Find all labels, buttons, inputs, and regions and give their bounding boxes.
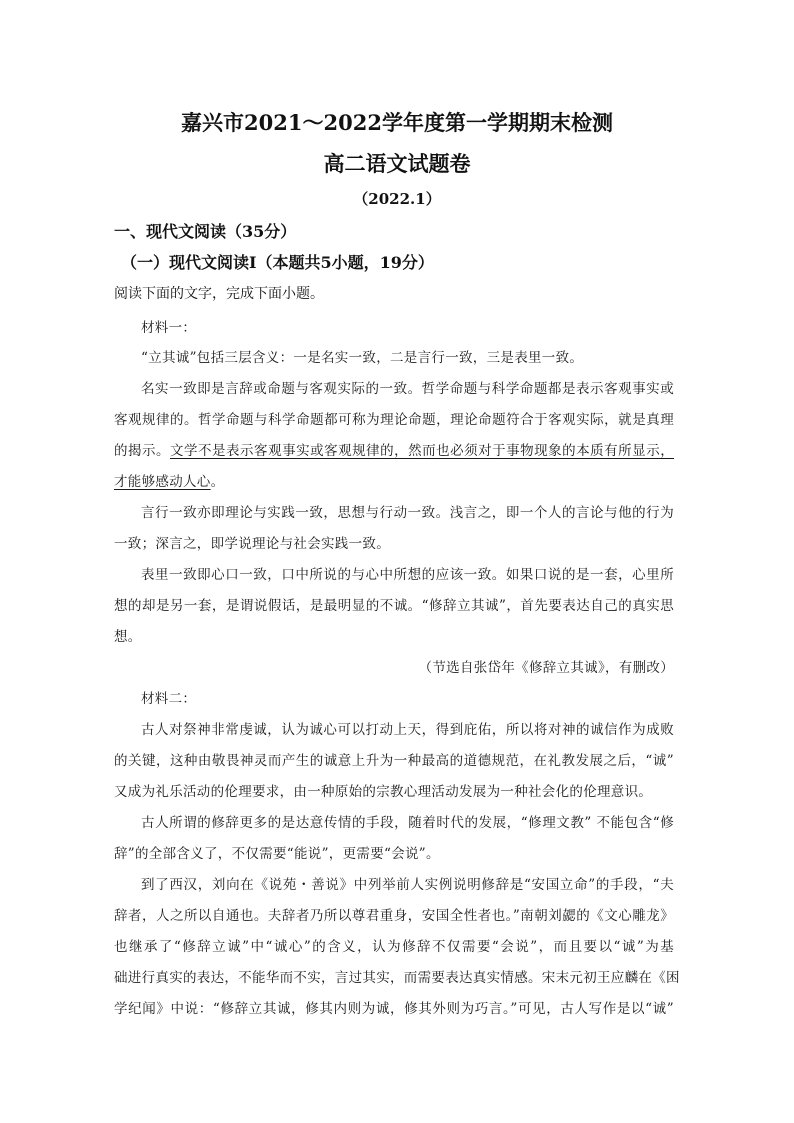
material1-line: 言行一致亦即理论与实践一致，思想与行动一致。浅言之，即一个人的言论与他的行为 bbox=[141, 505, 674, 521]
subsection-heading: （一）现代文阅读Ⅰ（本题共5小题，19分） bbox=[121, 253, 434, 272]
exam-date: （2022.1） bbox=[353, 190, 441, 208]
material2-line: 辞者，人之所以自通也。夫辞者乃所以尊君重身，安国全性者也。”南朝刘勰的《文心雕龙》 bbox=[114, 908, 674, 924]
exam-subtitle: 高二语文试题卷 bbox=[323, 151, 471, 176]
material1-line: 想的却是另一套，是谓说假话，是最明显的不诚。“修辞立其诚”，首先要表达自己的真实思 bbox=[114, 598, 674, 614]
section-heading: 一、现代文阅读（35分） bbox=[114, 222, 297, 241]
material1-line: “立其诚”包括三层含义：一是名实一致，二是言行一致，三是表里一致。 bbox=[141, 350, 584, 366]
material2-line: 的关键，这种由敬畏神灵而产生的诚意上升为一种最高的道德规范，在礼教发展之后，“诚” bbox=[114, 753, 674, 769]
material2-line: 古人对祭神非常虔诚，认为诚心可以打动上天，得到庇佑，所以将对神的诚信作为成败 bbox=[141, 722, 674, 738]
line-suffix: 。 bbox=[210, 474, 225, 490]
material1-line-underlined bbox=[114, 439, 674, 459]
underlined-sentence: 才能够感动人心 bbox=[114, 474, 211, 490]
material2-line: 也继承了“修辞立诚”中“诚心”的含义，认为修辞不仅需要“会说”，而且要以“诚”为基 bbox=[114, 939, 674, 955]
line-prefix: 的揭示。 bbox=[114, 443, 171, 459]
material1-line: 客观规律的。哲学命题与科学命题都可称为理论命题，理论命题符合于客观实际，就是真理 bbox=[114, 412, 674, 428]
material2-label: 材料二： bbox=[141, 691, 197, 707]
material2-line: 学纪闻》中说：“修辞立其诚，修其内则为诚，修其外则为巧言。”可见，古人写作是以“诚” bbox=[114, 1001, 674, 1017]
material2-line: 辞”的全部含义了，不仅需要“能说”，更需要“会说”。 bbox=[114, 846, 440, 862]
material1-label: 材料一： bbox=[141, 320, 197, 336]
reading-instruction: 阅读下面的文字，完成下面小题。 bbox=[114, 286, 324, 302]
material1-line: 名实一致即是言辞或命题与客观实际的一致。哲学命题与科学命题都是表示客观事实或 bbox=[141, 381, 674, 397]
material1-source: （节选自张岱年《修辞立其诚》，有删改） bbox=[418, 660, 674, 676]
material2-line: 又成为礼乐活动的伦理要求，由一种原始的宗教心理活动发展为一种社会化的伦理意识。 bbox=[114, 784, 653, 800]
material2-line: 古人所谓的修辞更多的是达意传情的手段，随着时代的发展，“修理文教” 不能包含“修 bbox=[141, 815, 674, 831]
material1-line: 表里一致即心口一致，口中所说的与心中所想的应该一致。如果口说的是一套，心里所 bbox=[141, 567, 674, 583]
material2-line: 础进行真实的表达，不能华而不实，言过其实，而需要表达真实情感。宋末元初王应麟在《困 bbox=[114, 970, 680, 986]
material1-line: 一致；深言之，即学说理论与社会实践一致。 bbox=[114, 536, 390, 552]
exam-title: 嘉兴市2021～2022学年度第一学期期末检测 bbox=[181, 110, 613, 135]
material2-line: 到了西汉，刘向在《说苑・善说》中列举前人实例说明修辞是“安国立命”的手段，“夫 bbox=[141, 877, 674, 893]
underlined-sentence: 文学不是表示客观事实或客观规律的，然而也必须对于事物现象的本质有所显示， bbox=[170, 443, 674, 459]
material1-line-underlined bbox=[114, 470, 224, 490]
material1-line: 想。 bbox=[114, 629, 142, 645]
